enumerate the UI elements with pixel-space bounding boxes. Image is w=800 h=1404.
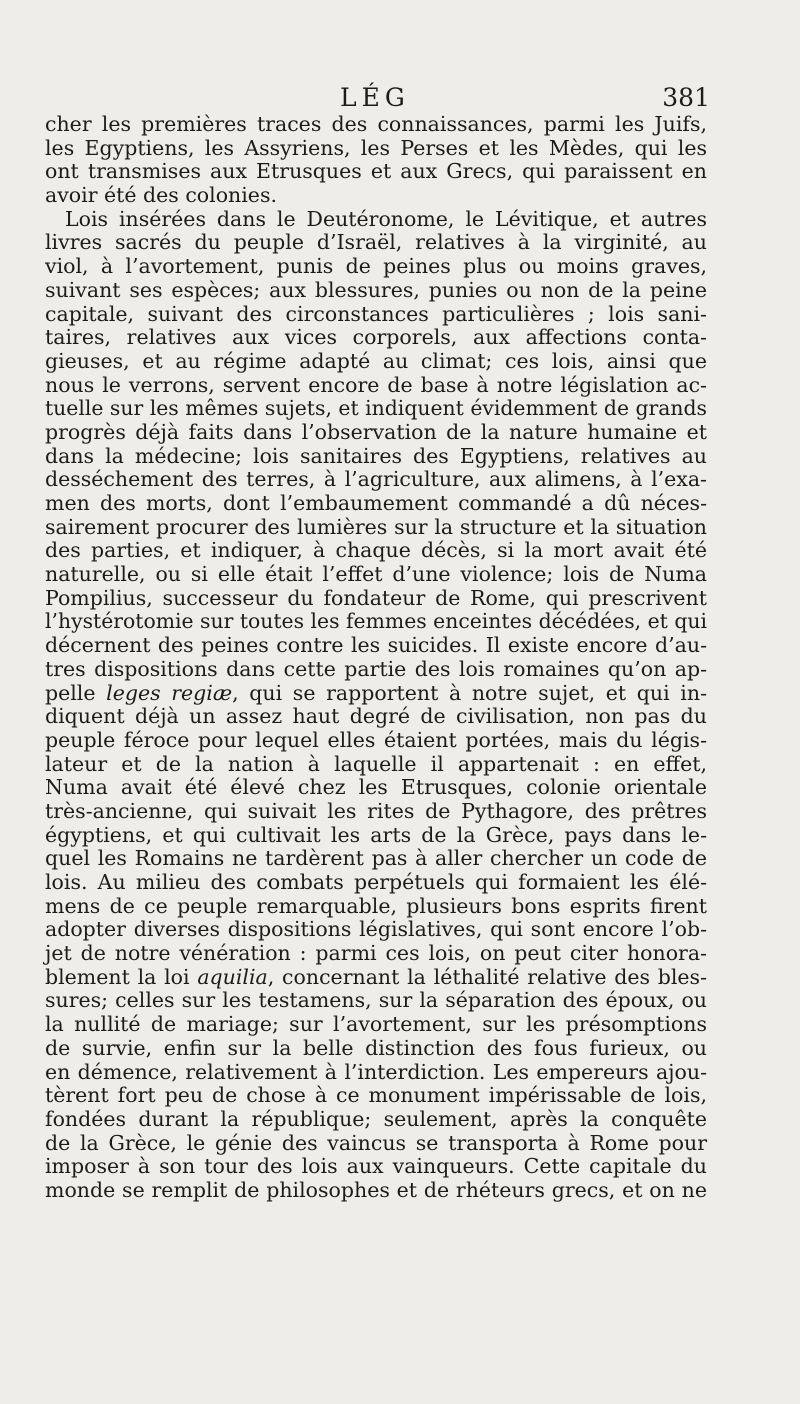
text-line: fondées durant la république; seulement, après la conquête	[45, 1106, 707, 1131]
running-head: LÉG	[340, 83, 410, 112]
text-line: des parties, et indiquer, à chaque décès, si la mort avait été	[45, 538, 707, 563]
text-line: très-ancienne, qui suivait les rites de Pythagore, des prêtres	[45, 798, 707, 823]
text-line: peuple féroce pour lequel elles étaient portées, mais du légis-	[45, 727, 707, 752]
text-line: progrès déjà faits dans l’observation de la nature humaine et	[45, 419, 707, 444]
body-text	[45, 113, 707, 1203]
page-header	[0, 83, 800, 113]
text-line: naturelle, ou si elle était l’effet d’une violence; lois de Numa	[45, 562, 707, 587]
text-segment: pelle	[45, 680, 107, 705]
text-line: tèrent fort peu de chose à ce monument impérissable de lois,	[45, 1083, 707, 1108]
text-line: desséchement des terres, à l’agriculture, aux alimens, à l’exa-	[45, 467, 707, 492]
text-line: Lois insérées dans le Deutéronome, le Lévitique, et autres	[65, 206, 707, 231]
text-line: tuelle sur les mêmes sujets, et indiquent évidemment de grands	[45, 396, 707, 421]
text-line: viol, à l’avortement, punis de peines plus ou moins graves,	[45, 254, 707, 279]
text-line: capitale, suivant des circonstances particulières ; lois sani-	[45, 301, 707, 326]
text-line: avoir été des colonies.	[45, 183, 277, 208]
text-segment: , concernant la léthalité relative des bles-	[267, 964, 707, 989]
text-line	[45, 966, 707, 990]
text-line: Pompilius, successeur du fondateur de Rome, qui prescrivent	[45, 585, 707, 610]
text-segment: blement la loi	[45, 964, 198, 989]
text-line: de survie, enfin sur la belle distinction des fous furieux, ou	[45, 1035, 707, 1060]
text-line: jet de notre vénération : parmi ces lois, on peut citer honora-	[45, 941, 707, 966]
text-line: l’hystérotomie sur toutes les femmes enceintes décédées, et qui	[45, 609, 707, 634]
text-line: de la Grèce, le génie des vaincus se transporta à Rome pour	[45, 1130, 707, 1155]
text-line: adopter diverses dispositions législatives, qui sont encore l’ob-	[45, 917, 707, 942]
text-line: les Egyptiens, les Assyriens, les Perses et les Mèdes, qui les	[45, 135, 707, 160]
text-line: lois. Au milieu des combats perpétuels qui formaient les élé-	[45, 870, 707, 894]
text-line: en démence, relativement à l’interdiction. Les empereurs ajou-	[45, 1059, 707, 1084]
text-line: lateur et de la nation à laquelle il appartenait : en effet,	[45, 751, 707, 776]
text-line: imposer à son tour des lois aux vainqueurs. Cette capitale du	[45, 1154, 707, 1179]
italic-term: aquilia	[197, 964, 268, 989]
text-line: la nullité de mariage; sur l’avortement, sur les présomptions	[45, 1012, 707, 1037]
text-line: quel les Romains ne tardèrent pas à aller chercher un code de	[45, 846, 707, 871]
text-line: men des morts, dont l’embaumement commandé a dû néces-	[45, 491, 707, 515]
text-line: sairement procurer des lumières sur la structure et la situation	[45, 514, 707, 539]
text-line	[45, 682, 707, 706]
text-segment: , qui se rapportent à notre sujet, et qui in-	[232, 680, 707, 705]
text-line: ont transmises aux Etrusques et aux Grecs, qui paraissent en	[45, 159, 707, 184]
text-line: égyptiens, et qui cultivait les arts de la Grèce, pays dans le-	[45, 822, 707, 847]
italic-term: leges regiæ	[106, 680, 233, 705]
text-line: cher les premières traces des connaissances, parmi les Juifs,	[45, 112, 707, 136]
text-line: dans la médecine; lois sanitaires des Egyptiens, relatives au	[45, 443, 707, 468]
text-line: diquent déjà un assez haut degré de civilisation, non pas du	[45, 704, 707, 729]
text-line: décernent des peines contre les suicides. Il existe encore d’au-	[45, 633, 707, 658]
text-line: suivant ses espèces; aux blessures, punies ou non de la peine	[45, 277, 707, 302]
text-line: monde se remplit de philosophes et de rhéteurs grecs, et on ne	[45, 1177, 707, 1202]
page-number: 381	[662, 83, 710, 112]
text-line: nous le verrons, servent encore de base à notre législation ac-	[45, 372, 707, 397]
text-line: sures; celles sur les testamens, sur la séparation des époux, ou	[45, 988, 707, 1013]
text-line: taires, relatives aux vices corporels, aux affections conta-	[45, 325, 707, 350]
text-line: Numa avait été élevé chez les Etrusques, colonie orientale	[45, 775, 707, 800]
text-line: gieuses, et au régime adapté au climat; ces lois, ainsi que	[45, 348, 707, 373]
text-line: tres dispositions dans cette partie des lois romaines qu’on ap-	[45, 656, 707, 681]
text-line: livres sacrés du peuple d’Israël, relatives à la virginité, au	[45, 230, 707, 255]
text-line: mens de ce peuple remarquable, plusieurs bons esprits firent	[45, 893, 707, 918]
